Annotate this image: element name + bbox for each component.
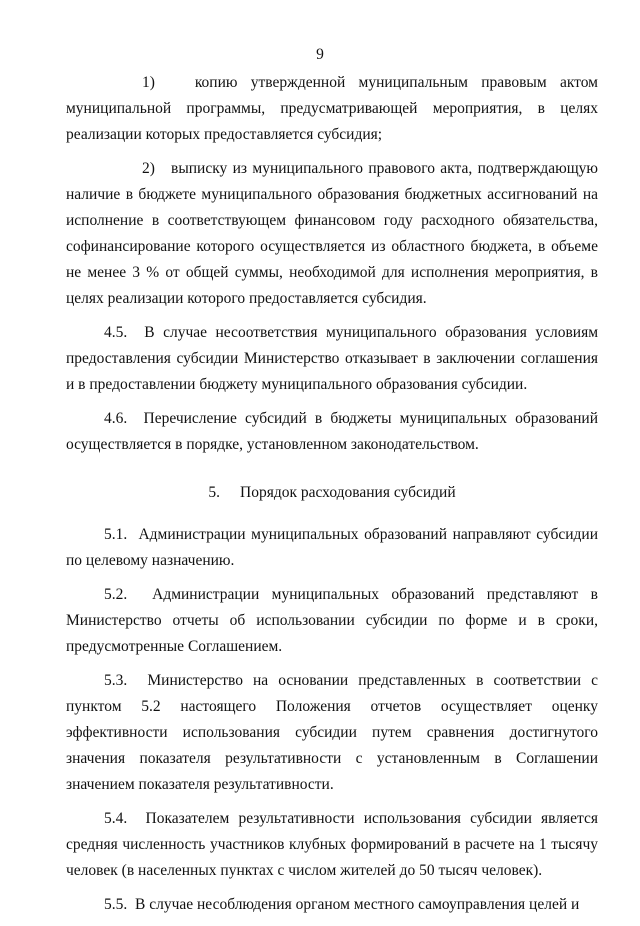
clause-number: 4.5. [104, 324, 128, 341]
clause-number: 5.5. [104, 896, 128, 913]
clause-text: В случае несоответствия муниципального образования условиям предоставления субсидии Министерство отказывает в заключении соглашения и в предоставлении бюджету муниципального образования субсидии. [66, 324, 599, 393]
list-item-text: копию утвержденной муниципальным правовым актом муниципальной программы, предусматривающей мероприятия, в целях реализации которых предоставляется субсидия; [66, 74, 598, 143]
section-title: Порядок расходования субсидий [240, 484, 456, 501]
document-body [66, 70, 598, 926]
clause-number: 5.2. [104, 586, 128, 603]
clause-4-6 [66, 406, 598, 458]
list-item [66, 156, 598, 312]
clause-text: Администрации муниципальных образований представляют в Министерство отчеты об использовании субсидии по форме и в сроки, предусмотренные Соглашением. [66, 586, 598, 655]
clause-text: Администрации муниципальных образований направляют субсидии по целевому назначению. [66, 526, 598, 569]
list-item-number: 2) [142, 160, 155, 177]
clause-number: 4.6. [104, 410, 128, 427]
section-number: 5. [208, 484, 220, 501]
section-heading [66, 480, 598, 506]
clause-text: В случае несоблюдения органом местного самоуправления целей и [135, 896, 580, 913]
list-item [66, 70, 598, 148]
clause-number: 5.1. [104, 526, 128, 543]
clause-5-2 [66, 582, 598, 660]
clause-text: Министерство на основании представленных в соответствии с пунктом 5.2 настоящего Положения отчетов осуществляет оценку эффективности использования субсидии путем сравнения достигнутого значения показателя результативности с установленным в Соглашении значением показателя результативности. [66, 672, 598, 793]
clause-4-5 [66, 320, 598, 398]
clause-text: Показателем результативности использования субсидии является средняя численность участников клубных формирований в расчете на 1 тысячу человек (в населенных пунктах с числом жителей до 50 тысяч человек). [66, 810, 599, 879]
list-item-number: 1) [142, 74, 155, 91]
clause-5-1 [66, 522, 598, 574]
list-item-text: выписку из муниципального правового акта, подтверждающую наличие в бюджете муниципального образования бюджетных ассигнований на исполнение в соответствующем финансовом году расходного обязательства, софинансирование которого осуществляется из областного бюджета, в объеме не менее 3 % от общей суммы, необходимой для исполнения мероприятия, в целях реализации которого предоставляется субсидия. [66, 160, 599, 307]
clause-number: 5.4. [104, 810, 128, 827]
clause-5-5 [66, 892, 598, 918]
clause-5-3 [66, 668, 598, 798]
clause-5-4 [66, 806, 598, 884]
page-number: 9 [316, 46, 324, 63]
clause-text: Перечисление субсидий в бюджеты муниципальных образований осуществляется в порядке, установленном законодательством. [66, 410, 598, 453]
clause-number: 5.3. [104, 672, 128, 689]
